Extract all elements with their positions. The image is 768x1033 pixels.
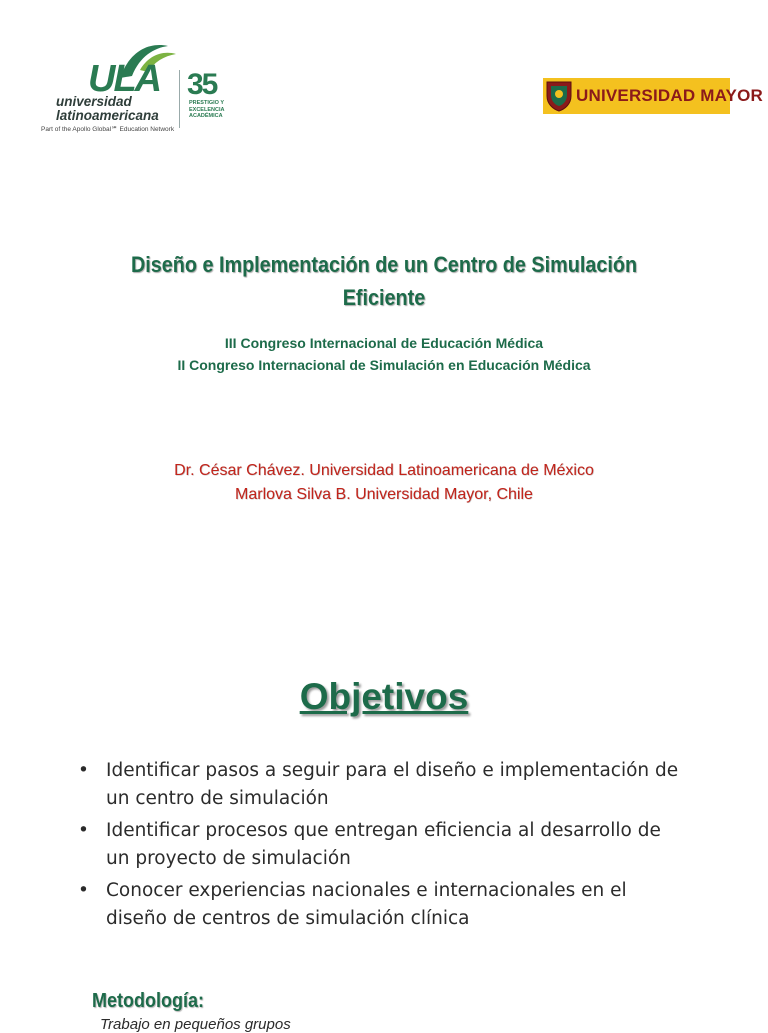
bullet-icon: • <box>78 820 89 841</box>
methodology-item: Trabajo en pequeños grupos <box>100 1016 291 1033</box>
shield-icon <box>545 80 573 112</box>
objectives-heading: Objetivos <box>299 676 469 717</box>
congress-subtitle-1: III Congreso Internacional de Educación Médica <box>224 335 544 351</box>
methodology-heading: Metodología: <box>92 990 204 1012</box>
ula-logo <box>38 38 238 133</box>
objectives-list <box>78 757 718 937</box>
presentation-title-line1: Diseño e Implementación de un Centro de Simulación <box>130 252 638 277</box>
ula-name-line1: universidad <box>56 94 132 109</box>
list-item: • Identificar procesos que entregan eficiencia al desarrollo de un proyecto de simulación <box>78 817 718 873</box>
ula-name-line2: latinoamericana <box>56 108 159 123</box>
bullet-icon: • <box>78 760 89 781</box>
list-item: • Identificar pasos a seguir para el diseño e implementación de un centro de simulación <box>78 757 718 813</box>
author-line-2: Marlova Silva B. Universidad Mayor, Chile <box>235 486 533 503</box>
universidad-mayor-wordmark: UNIVERSIDAD MAYOR <box>576 86 763 105</box>
ula-anniversary-number: 35 <box>187 68 217 101</box>
list-item: • Conocer experiencias nacionales e internacionales en el diseño de centros de simulación clínica <box>78 877 718 933</box>
congress-subtitle-2: II Congreso Internacional de Simulación en Educación Médica <box>177 357 591 373</box>
ula-divider <box>179 70 180 128</box>
ula-tagline: Part of the Apollo Global℠ Education Network <box>41 126 175 133</box>
bullet-icon: • <box>78 880 89 901</box>
universidad-mayor-logo <box>543 78 763 114</box>
author-line-1: Dr. César Chávez. Universidad Latinoamericana de México <box>174 462 594 479</box>
presentation-title-line2: Eficiente <box>342 285 426 310</box>
ula-anniversary-text: PRESTIGIO Y EXCELENCIA ACADÉMICA <box>189 100 225 119</box>
ula-wordmark: ULA <box>88 58 161 100</box>
